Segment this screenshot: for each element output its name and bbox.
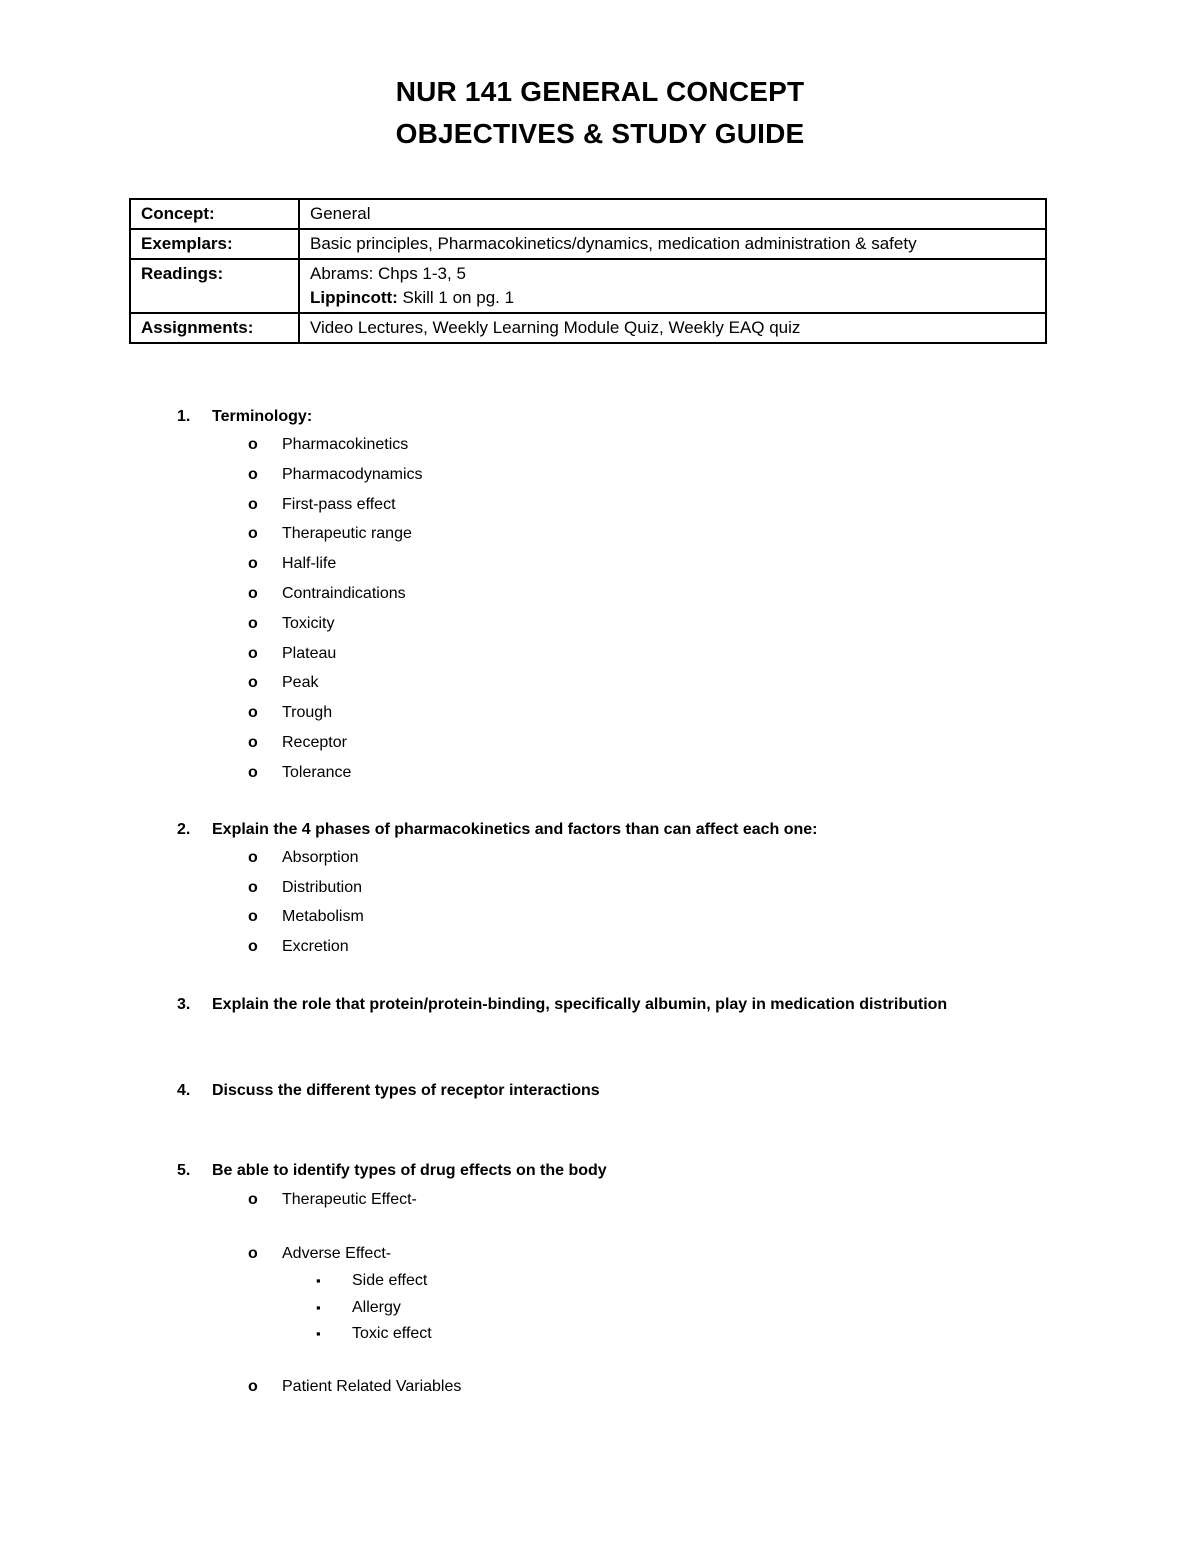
abrams-label: Abrams: (310, 264, 374, 283)
item-text: Pharmacodynamics (282, 465, 423, 483)
list-item (248, 493, 396, 517)
concept-row (130, 199, 1046, 229)
list-item (248, 846, 359, 870)
item-text: Adverse Effect- (282, 1245, 392, 1262)
bullet-o-icon: o (248, 849, 258, 866)
item-text: Side effect (352, 1272, 428, 1289)
list-item (248, 876, 362, 900)
bullet-o-icon: o (248, 555, 258, 573)
question-2 (177, 815, 1002, 844)
list-item (248, 905, 364, 929)
list-item (248, 433, 408, 457)
list-item (248, 463, 423, 487)
readings-row (130, 259, 1046, 313)
therapeutic-effect-item (248, 1188, 417, 1212)
list-item (248, 935, 349, 959)
question-text: Terminology: (212, 408, 313, 425)
list-item (248, 642, 336, 666)
item-text: Receptor (282, 734, 347, 751)
list-item (248, 761, 351, 785)
bullet-o-icon: o (248, 585, 258, 602)
bullet-o-icon: o (248, 1191, 258, 1208)
list-item (248, 582, 406, 606)
bullet-square-icon: ▪ (316, 1326, 321, 1341)
readings-lippincott (310, 286, 1035, 310)
question-5 (177, 1156, 1002, 1185)
item-text: Therapeutic Effect- (282, 1191, 417, 1208)
question-1 (177, 402, 1002, 431)
item-text: Tolerance (282, 763, 352, 781)
list-item (248, 731, 347, 755)
bullet-o-icon: o (248, 614, 258, 632)
item-text: Excretion (282, 937, 349, 955)
concept-label: Concept: (130, 199, 299, 229)
exemplars-row (130, 229, 1046, 259)
bullet-o-icon: o (248, 704, 258, 722)
bullet-o-icon: o (248, 937, 258, 955)
item-text: Peak (282, 674, 319, 692)
bullet-o-icon: o (248, 495, 258, 513)
document-title-line-1: NUR 141 GENERAL CONCEPT (395, 76, 805, 107)
item-text: First-pass effect (282, 495, 396, 513)
document-title-line-2: OBJECTIVES & STUDY GUIDE (395, 118, 805, 149)
item-text: Contraindications (282, 585, 406, 602)
assignments-label: Assignments: (130, 313, 299, 343)
list-item (248, 701, 332, 725)
patient-variables-item (248, 1375, 461, 1399)
item-text: Absorption (282, 849, 359, 866)
readings-abrams (310, 262, 1035, 286)
bullet-o-icon: o (248, 734, 258, 751)
bullet-o-icon: o (248, 465, 258, 483)
item-text: Plateau (282, 644, 337, 662)
item-text: Half-life (282, 555, 337, 573)
item-text: Toxicity (282, 614, 335, 632)
lippincott-value: Skill 1 on pg. 1 (397, 288, 515, 307)
adverse-effect-item (248, 1242, 391, 1266)
question-text: Explain the role that protein/protein-binding, specifically albumin, play in medication distribution (212, 996, 948, 1013)
exemplars-label: Exemplars: (130, 229, 299, 259)
item-text: Allergy (352, 1298, 401, 1316)
bullet-o-icon: o (248, 763, 258, 781)
concept-value: General (299, 199, 1046, 229)
assignments-value: Video Lectures, Weekly Learning Module Quiz, Weekly EAQ quiz (299, 313, 1046, 343)
item-text: Trough (282, 704, 333, 722)
readings-label: Readings: (130, 259, 299, 313)
assignments-row (130, 313, 1046, 343)
question-text: Discuss the different types of receptor interactions (212, 1082, 600, 1099)
item-text: Toxic effect (352, 1325, 432, 1342)
question-3 (177, 990, 1002, 1019)
list-item (316, 1296, 401, 1320)
item-text: Pharmacokinetics (282, 436, 409, 453)
list-item (316, 1269, 427, 1293)
item-text: Metabolism (282, 908, 364, 926)
question-number: 2. (177, 821, 191, 838)
abrams-value: Chps 1-3, 5 (373, 264, 466, 283)
question-number: 4. (177, 1082, 191, 1099)
lippincott-label: Lippincott: (310, 288, 398, 307)
readings-value (299, 259, 1046, 313)
item-text: Therapeutic range (282, 525, 412, 543)
bullet-o-icon: o (248, 674, 258, 692)
question-number: 3. (177, 996, 191, 1013)
list-item (248, 612, 334, 636)
item-text: Distribution (282, 878, 363, 896)
list-item (248, 522, 412, 546)
list-item (248, 552, 336, 576)
bullet-o-icon: o (248, 525, 258, 543)
question-text: Explain the 4 phases of pharmacokinetics and factors than can affect each one: (212, 821, 818, 838)
list-item (248, 671, 318, 695)
concept-info-table (129, 198, 1047, 344)
question-4 (177, 1076, 1002, 1105)
bullet-o-icon: o (248, 878, 258, 896)
question-number: 5. (177, 1162, 191, 1179)
exemplars-value: Basic principles, Pharmacokinetics/dynamics, medication administration & safety (299, 229, 1046, 259)
bullet-square-icon: ▪ (316, 1273, 321, 1288)
bullet-o-icon: o (248, 436, 258, 453)
bullet-o-icon: o (248, 644, 258, 662)
bullet-o-icon: o (248, 908, 258, 926)
bullet-o-icon: o (248, 1378, 258, 1395)
item-text: Patient Related Variables (282, 1378, 462, 1395)
bullet-square-icon: ▪ (316, 1299, 321, 1315)
bullet-o-icon: o (248, 1245, 258, 1262)
question-text: Be able to identify types of drug effects on the body (212, 1162, 607, 1179)
question-number: 1. (177, 408, 191, 425)
list-item (316, 1322, 432, 1346)
